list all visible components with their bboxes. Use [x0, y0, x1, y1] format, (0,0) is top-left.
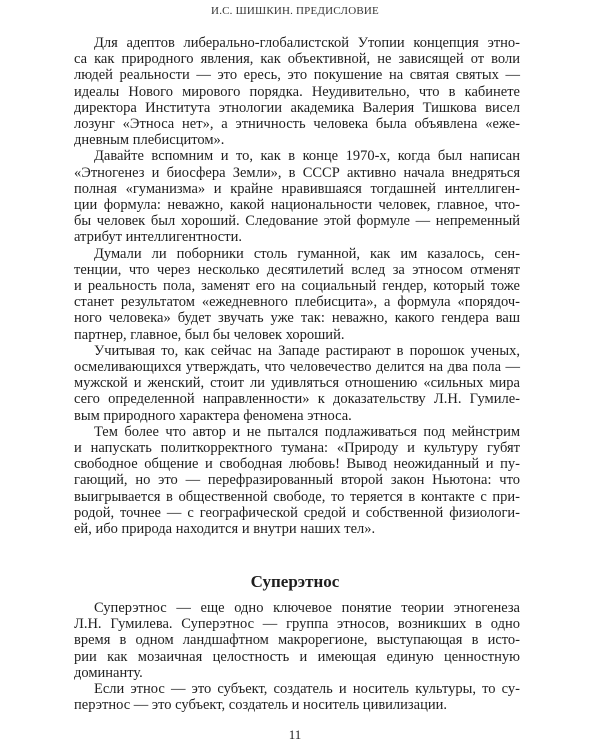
paragraph: [74, 600, 520, 681]
text-line: тенции, что через несколько десятилетий вслед за этносом отменят: [74, 261, 520, 278]
page-number: 11: [288, 727, 302, 742]
text-line: выигрывается в общественной свободе, то теряется в контакте с при-: [74, 488, 520, 505]
paragraph: [74, 424, 520, 537]
text-line: «Этногенез и биосфера Земли», в СССР активно начала внедряться: [74, 164, 520, 181]
paragraph: [74, 681, 520, 713]
text-line: дневным плебисцитом».: [74, 132, 225, 149]
text-line: ции формула: неважно, какой национальности человек, главное, что-: [74, 197, 520, 214]
text-line: ного человека» будет звучать уже так: неважно, какого гендера ваш: [74, 310, 520, 327]
paragraph: [74, 148, 520, 245]
text-line: доминанту.: [74, 664, 143, 681]
text-line: лозунг «Этноса нет», а этничность человека была объявлена «еже-: [74, 116, 520, 133]
text-line: идеалы Нового мирового порядка. Неудивительно, что в кабинете: [74, 83, 520, 100]
paragraph: [74, 246, 520, 343]
text-line: Л.Н. Гумилева. Суперэтнос — группа этносов, возникших в одно: [74, 616, 520, 633]
text-line: директора Института этнологии академика Валерия Тишкова висел: [74, 99, 520, 116]
paragraph: [74, 35, 520, 148]
text-line: Для адептов либерально-глобалистской Утопии концепция этно-: [94, 35, 520, 51]
text-line: станет результатом «ежедневного плебисцита», а формула «порядоч-: [74, 294, 520, 311]
text-line: бы человек был хороший. Следование этой формуле — непременный: [74, 213, 520, 230]
text-line: гающий, но это — перефразированный второй закон Ньютона: что: [74, 472, 520, 489]
text-line: вым природного характера феномена этноса.: [74, 407, 352, 424]
text-line: партнер, главное, был бы человек хороший.: [74, 326, 345, 343]
text-line: полная «гуманизма» и крайне нравившаяся тогдашней интеллиген-: [74, 180, 520, 197]
text-line: Давайте вспомним и то, как в конце 1970-х, когда был написан: [94, 148, 520, 165]
text-line: сего определенной направленности» к доказательству Л.Н. Гумиле-: [74, 391, 520, 408]
text-line: Если этнос — это субъект, создатель и носитель культуры, то су-: [94, 681, 520, 698]
section-body: [74, 35, 520, 537]
running-head: И.С. ШИШКИН. ПРЕДИСЛОВИЕ: [211, 5, 379, 17]
text-line: свободное общение и свободная любовь! Вывод неожиданный и пу-: [74, 456, 520, 473]
section-body-superethnos: [74, 600, 520, 713]
text-line: родой, точнее — с географической средой и собственной физиологи-: [74, 504, 520, 521]
text-line: ей, ибо природа находится и внутри наших тел».: [74, 521, 376, 538]
text-line: атрибут интеллигентности.: [74, 229, 242, 246]
text-line: мужской и женский, стоит ли удивляться отношению «сильных мира: [74, 375, 520, 392]
text-line: и напускать политкорректного тумана: «Природу и культуру губят: [74, 440, 520, 457]
text-line: рии как мозаичная целостность и имеющая единую ценностную: [74, 648, 520, 665]
text-line: Тем более что автор и не пытался подлаживаться под мейнстрим: [94, 423, 520, 440]
text-line: Думали ли поборники столь гуманной, как им казалось, сен-: [94, 245, 520, 262]
text-line: время в одном ландшафтном макрорегионе, выступающая в исто-: [74, 632, 520, 649]
text-line: са как природного явления, как объективной, не зависящей от воли: [74, 51, 520, 68]
text-line: Суперэтнос — еще одно ключевое понятие теории этногенеза: [94, 600, 520, 616]
section-heading: Суперэтнос: [250, 572, 340, 591]
text-line: и реальность пола, заменят его на социальный гендер, который тоже: [74, 278, 520, 295]
text-line: Учитывая то, как сейчас на Западе растирают в порошок ученых,: [94, 342, 520, 359]
text-line: осмеливающихся утверждать, что человечество делится на два пола —: [74, 359, 520, 376]
text-line: перэтнос — это субъект, создатель и носитель цивилизации.: [74, 697, 447, 714]
paragraph: [74, 343, 520, 424]
text-line: людей реальности — это ересь, это покушение на святая святых —: [74, 67, 520, 84]
